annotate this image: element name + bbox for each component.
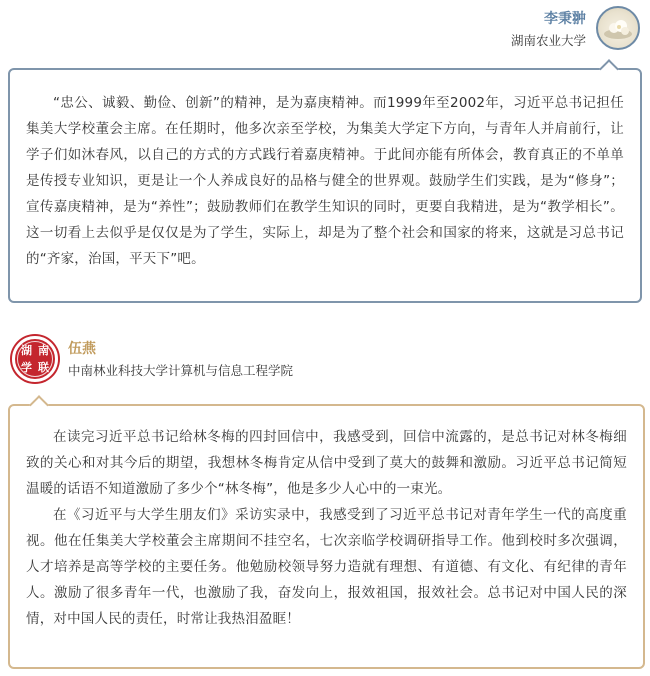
comment-body-2 [10, 406, 643, 632]
seal-inner [17, 341, 53, 377]
author-header-1 [511, 6, 640, 50]
author-affiliation-1: 湖南农业大学 [510, 33, 586, 48]
seal-char: 湖 [21, 344, 32, 357]
flower-photo-icon [598, 8, 638, 48]
author-header-2 [12, 336, 293, 382]
comment-paragraph: 在读完习近平总书记给林冬梅的四封回信中，我感受到，回信中流露的，是总书记对林冬梅细致的关心和对其今后的期望，我想林冬梅肯定从信中受到了莫大的鼓舞和激励。习近平总书记简短温暖的话语不知道激励了多少个“林冬梅”，他是多少人心中的一束光。 [26, 429, 627, 497]
seal-logo-icon [12, 336, 58, 382]
avatar-photo-icon [596, 6, 640, 50]
author-name-1: 李秉翀 [544, 11, 586, 27]
seal-char: 学 [21, 361, 32, 374]
comment-body-1 [10, 70, 640, 272]
comment-paragraph: “忠公、诚毅、勤俭、创新”的精神，是为嘉庚精神。而1999年至2002年，习近平总书记担任集美大学校董会主席。在任期时，他多次亲至学校，为集美大学定下方向，与青年人并肩前行，让学子们如沐春风，以自己的方式的方式践行着嘉庚精神。于此间亦能有所体会，教育真正的不单单是传授专业知识，更是让一个人养成良好的品格与健全的世界观。鼓励学生们实践，是为“修身”；宣传嘉庚精神，是为“养性”；鼓励教师们在教学生知识的同时，更要自我精进，是为“教学相长”。这一切看上去似乎是仅仅是为了学生，实际上，却是为了整个社会和国家的将来，这就是习总书记的“齐家，治国，平天下”吧。 [26, 95, 624, 267]
seal-char: 联 [38, 361, 49, 374]
comment-card-2 [8, 404, 645, 669]
comment-paragraph: 在《习近平与大学生朋友们》采访实录中，我感受到了习近平总书记对青年学生一代的高度重视。他在任集美大学校董会主席期间不挂空名，七次亲临学校调研指导工作。他到校时多次强调，人才培养是高等学校的主要任务。他勉励校领导努力造就有理想、有道德、有文化、有纪律的青年人。激励了很多青年一代，也激励了我，奋发向上，报效祖国，报效社会。总书记对中国人民的深情，对中国人民的责任，时常让我热泪盈眶！ [26, 507, 627, 627]
author-affiliation-2: 中南林业科技大学计算机与信息工程学院 [68, 363, 294, 378]
seal-char: 南 [38, 344, 49, 357]
comment-card-1 [8, 68, 642, 303]
author-name-2: 伍燕 [68, 341, 96, 357]
author-meta-2 [68, 340, 293, 380]
author-meta-1 [511, 10, 586, 50]
